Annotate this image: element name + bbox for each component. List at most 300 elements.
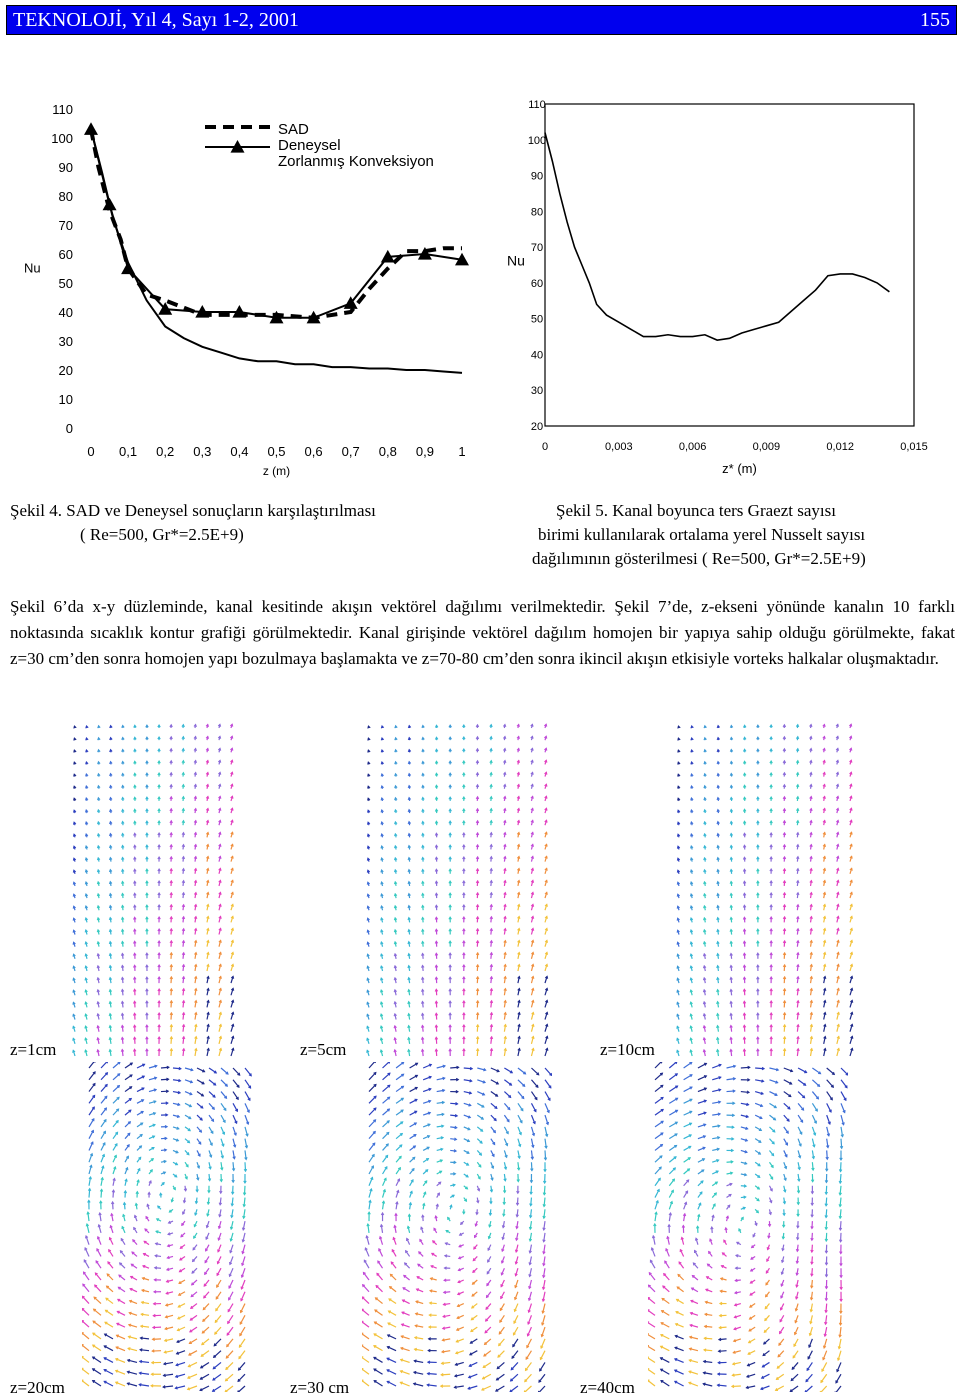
vector-arrow (539, 1374, 545, 1382)
vector-arrow (390, 1274, 396, 1280)
vector-arrow (827, 1103, 831, 1112)
vector-arrow (764, 1339, 770, 1344)
y-axis-label: Nu (507, 252, 525, 269)
vector-arrow (104, 1358, 113, 1363)
vector-arrow (763, 1351, 769, 1356)
series-line-nu (545, 133, 889, 341)
x-tick-label: 0,3 (193, 444, 212, 459)
vector-arrow (93, 1369, 101, 1374)
vector-arrow (491, 1092, 498, 1097)
vector-arrow (784, 1103, 790, 1109)
vector-arrow (820, 1386, 827, 1392)
vector-arrow (827, 1068, 835, 1074)
figure-4-caption-line1: Şekil 4. SAD ve Deneysel sonuçların karşılaştırılması (10, 501, 376, 520)
vector-arrow (538, 1386, 545, 1392)
vector-arrow (812, 1068, 820, 1074)
y-tick-label: 0 (65, 421, 73, 436)
vector-arrow (518, 1092, 524, 1099)
vector-arrow (684, 1169, 690, 1174)
vector-arrow (405, 1263, 410, 1268)
figure-4-chart (0, 95, 480, 490)
y-tick-label: 80 (58, 189, 73, 204)
vector-arrow (89, 1084, 95, 1092)
vector-arrow (197, 1115, 202, 1120)
vector-arrow (485, 1327, 491, 1333)
vector-arrow (540, 1362, 545, 1370)
vector-arrow (504, 1080, 511, 1085)
figure-4-caption-line2: ( Re=500, Gr*=2.5E+9) (80, 525, 244, 544)
vector-arrow (518, 1103, 523, 1110)
vector-arrow (684, 1180, 689, 1186)
vector-arrow (95, 1273, 101, 1280)
vector-arrow (779, 1339, 784, 1345)
vector-arrow (189, 1339, 197, 1344)
vector-arrow (545, 1092, 550, 1101)
vector-arrowhead (74, 738, 76, 740)
vector-arrow (240, 1327, 245, 1336)
vector-arrowhead (74, 726, 76, 728)
y-tick-label: 110 (52, 102, 73, 117)
vector-arrow (483, 1374, 491, 1379)
vector-arrow (374, 1381, 382, 1386)
vector-arrow (374, 1357, 383, 1362)
x-tick-label: 0,6 (304, 444, 323, 459)
y-tick-label: 70 (530, 242, 544, 255)
vector-arrow (226, 1362, 233, 1369)
vector-arrow (497, 1362, 504, 1368)
x-tick-label: 0,003 (605, 441, 633, 453)
vector-arrow (663, 1286, 670, 1292)
vector-arrow (764, 1327, 769, 1332)
figure-5-caption-line2: birimi kullanılarak ortalama yerel Nusselt sayısı (538, 525, 866, 544)
vector-arrow (841, 1068, 848, 1075)
vector-arrow (396, 1156, 401, 1162)
vector-arrow (518, 1080, 525, 1086)
vector-plot-z10 (672, 722, 857, 1062)
vector-arrow (821, 1374, 827, 1382)
vector-arrow (209, 1092, 215, 1098)
vector-arrow (101, 1108, 106, 1115)
vector-arrowhead (678, 738, 680, 740)
vector-arrow (209, 1080, 216, 1085)
vector-arrow (113, 1109, 119, 1115)
y-tick-label: 100 (51, 131, 73, 146)
vector-arrow (113, 1074, 120, 1080)
vector-arrow (648, 1310, 655, 1316)
vector-arrow (648, 1369, 655, 1375)
vector-arrow (383, 1155, 388, 1162)
body-paragraph: Şekil 6’da x-y düzleminde, kanal kesitinde akışın vektörel dağılımı verilmektedir. Şekil 7’de, z-ekseni yönünde kanalın 10 farklı noktasında sıcaklık kontur grafiği görülmektedir. Kanal girişinde vektörel dağılım homojen bir yapıya sahip olduğu görülmekte, fakat z=30 cm’den sonra homojen yapı bozulmaya başlamakta ve z=70-80 cm’den sonra ikincil akışın etkisiyle vorteks halkalar oluşmaktadır. (10, 597, 955, 668)
y-tick-label: 50 (58, 276, 73, 291)
vector-arrow (524, 1386, 531, 1392)
vector-arrow (669, 1074, 677, 1080)
vector-arrow (396, 1145, 402, 1151)
y-tick-label: 110 (528, 99, 546, 111)
vector-arrow (836, 1374, 841, 1383)
vector-arrow (105, 1334, 113, 1339)
vector-arrow (369, 1166, 373, 1174)
x-tick-label: 0,9 (415, 444, 434, 459)
x-tick-label: 0,1 (119, 444, 138, 459)
x-tick-label: 0,8 (378, 444, 397, 459)
vector-arrow (812, 1092, 818, 1099)
vector-arrow (513, 1327, 517, 1335)
vector-arrow (213, 1386, 221, 1391)
vector-arrow (486, 1304, 491, 1310)
vector-arrow (203, 1315, 209, 1321)
vector-arrow (822, 1362, 827, 1371)
vector-arrow (226, 1351, 233, 1358)
vector-arrow (798, 1080, 806, 1085)
vector-arrow (661, 1369, 670, 1374)
vector-arrow (669, 1157, 676, 1162)
vector-arrow (376, 1286, 382, 1292)
vector-arrow (113, 1121, 118, 1127)
vector-arrow (798, 1115, 803, 1122)
vector-arrow (191, 1292, 197, 1297)
vector-arrow (362, 1368, 369, 1374)
vector-arrow (225, 1386, 233, 1392)
vector-arrow (511, 1362, 518, 1369)
vector-arrow (374, 1369, 383, 1374)
vector-arrow (655, 1133, 663, 1139)
vector-arrow (189, 1351, 197, 1355)
vector-arrow (504, 1092, 510, 1098)
vector-arrow (216, 1304, 221, 1311)
vector-arrow (241, 1304, 245, 1313)
vector-arrow (792, 1362, 798, 1369)
vector-arrow (200, 1374, 209, 1379)
vector-arrow (374, 1322, 382, 1327)
vector-arrow (511, 1374, 518, 1381)
vector-arrow (841, 1080, 847, 1088)
vector-plot-label: z=1cm (10, 1040, 57, 1059)
vector-arrow (776, 1374, 783, 1379)
x-tick-label: 0,4 (230, 444, 249, 459)
vector-arrow (387, 1370, 396, 1374)
y-tick-label: 20 (58, 363, 73, 378)
vector-arrow (120, 1263, 125, 1268)
vector-plot-z30 (362, 1062, 552, 1392)
vector-arrow (662, 1298, 669, 1303)
vector-arrow (375, 1298, 382, 1304)
figure-5-chart (490, 95, 955, 490)
vector-arrow (531, 1080, 537, 1088)
vector-arrow (204, 1292, 209, 1298)
vector-arrow (649, 1273, 655, 1280)
vector-arrow (228, 1304, 233, 1312)
vector-arrow (125, 1063, 132, 1068)
vector-arrow (93, 1321, 101, 1327)
vector-arrow (89, 1095, 95, 1103)
vector-arrow (684, 1087, 692, 1091)
vector-arrow (650, 1260, 655, 1268)
x-tick-label: 0,009 (752, 441, 781, 453)
vector-arrow (125, 1098, 131, 1103)
vector-arrow (396, 1074, 404, 1080)
vector-arrowhead (368, 738, 370, 740)
vector-arrow (245, 1092, 250, 1101)
x-tick-label: 0,5 (267, 444, 286, 459)
vector-arrow (82, 1356, 89, 1362)
vector-arrow (648, 1322, 655, 1327)
vector-arrow (827, 1080, 834, 1087)
vector-arrow (369, 1096, 376, 1103)
vector-arrow (204, 1280, 209, 1286)
vector-arrow (655, 1167, 661, 1174)
vector-arrow (362, 1357, 369, 1363)
y-tick-label: 90 (58, 160, 73, 175)
vector-arrow (669, 1086, 677, 1092)
vector-arrow (369, 1073, 376, 1080)
vector-arrow (498, 1351, 504, 1358)
vector-arrow (83, 1284, 89, 1292)
vector-arrow (225, 1374, 233, 1381)
vector-arrow (216, 1292, 221, 1299)
vector-arrow (655, 1178, 660, 1186)
vector-arrow (684, 1062, 692, 1068)
vector-arrow (369, 1062, 376, 1068)
x-axis-label: z* (m) (722, 461, 757, 476)
vector-arrow (233, 1092, 238, 1100)
vector-arrow (84, 1260, 89, 1268)
vector-arrow (82, 1344, 89, 1350)
vector-arrow (107, 1286, 113, 1292)
vector-arrow (202, 1339, 209, 1345)
vector-arrow (396, 1062, 404, 1068)
vector-arrow (192, 1268, 197, 1273)
vector-arrow (104, 1381, 113, 1386)
x-tick-label: 0,015 (900, 441, 928, 453)
vector-arrow (369, 1132, 375, 1139)
vector-arrow (793, 1351, 798, 1358)
vector-arrow (213, 1374, 221, 1380)
vector-arrow (806, 1374, 812, 1381)
vector-arrow (389, 1299, 396, 1304)
x-tick-label: 0 (87, 444, 95, 459)
vector-arrow (228, 1315, 233, 1323)
vector-arrow (531, 1092, 536, 1100)
vector-arrow (106, 1298, 113, 1303)
vector-arrow (125, 1075, 132, 1080)
vector-plot-z1 (68, 722, 238, 1062)
vector-arrow (190, 1315, 197, 1320)
vector-arrow (82, 1296, 89, 1303)
vector-arrow (215, 1327, 221, 1334)
vector-arrow (525, 1374, 532, 1381)
vector-arrow (238, 1386, 245, 1392)
vector-arrow (215, 1315, 221, 1322)
vector-plot-label: z=10cm (600, 1040, 655, 1059)
vector-arrow (486, 1315, 491, 1321)
vector-arrow (669, 1122, 677, 1127)
vector-arrow (769, 1127, 774, 1132)
vector-arrow (769, 1115, 775, 1120)
vector-arrow (369, 1120, 376, 1127)
vector-arrow (410, 1063, 418, 1068)
legend-label: SAD (278, 121, 309, 138)
vector-arrow (531, 1068, 538, 1075)
vector-arrow (84, 1272, 89, 1280)
vector-arrow (504, 1115, 509, 1122)
vector-arrow (669, 1145, 676, 1150)
vector-arrow (107, 1274, 113, 1280)
vector-arrow (104, 1346, 113, 1351)
vector-arrow (648, 1380, 655, 1386)
y-tick-label: 90 (530, 170, 544, 183)
vector-arrow (378, 1261, 383, 1268)
vector-arrow (197, 1103, 203, 1108)
vector-arrow (655, 1156, 662, 1162)
vector-arrow (655, 1097, 663, 1103)
vector-arrow (485, 1339, 491, 1345)
vector-arrow (391, 1262, 396, 1268)
figure-5-caption-line3: dağılımının gösterilmesi ( Re=500, Gr*=2.5E+9) (532, 549, 866, 568)
vector-arrow (101, 1062, 108, 1068)
vector-arrow (655, 1109, 663, 1115)
journal-header (6, 5, 957, 35)
vector-arrow (200, 1386, 209, 1390)
vector-arrow (383, 1121, 390, 1127)
vector-arrow (525, 1362, 531, 1370)
vector-arrow (499, 1339, 505, 1346)
vector-arrow (396, 1086, 403, 1091)
vector-arrow (369, 1108, 376, 1115)
vector-arrow (362, 1333, 369, 1339)
vector-arrow (812, 1103, 817, 1111)
x-tick-label: 0,006 (678, 441, 707, 453)
vector-arrow (504, 1103, 509, 1109)
data-point-deneysel (103, 198, 117, 211)
page-number: 155 (920, 9, 950, 31)
vector-arrow (669, 1110, 677, 1115)
vector-arrow (805, 1386, 812, 1392)
vector-arrow (812, 1080, 819, 1087)
vector-arrow (504, 1068, 512, 1073)
vector-arrow (790, 1386, 798, 1392)
y-tick-label: 80 (530, 206, 544, 219)
vector-arrow (375, 1310, 383, 1315)
y-tick-label: 10 (58, 392, 73, 407)
vector-plot-z5 (362, 722, 552, 1062)
vector-arrow (410, 1157, 415, 1162)
vector-arrow (227, 1339, 233, 1347)
journal-title: TEKNOLOJİ, Yıl 4, Sayı 1-2, 2001 (13, 9, 299, 31)
vector-arrow (209, 1068, 216, 1073)
vector-arrow (82, 1332, 89, 1338)
vector-arrow (841, 1092, 846, 1101)
vector-arrow (82, 1308, 89, 1315)
vector-arrow (798, 1068, 807, 1073)
vector-arrow (374, 1346, 383, 1351)
vector-arrow (362, 1297, 369, 1304)
x-axis-label: z (m) (262, 464, 291, 478)
vector-arrow (221, 1103, 226, 1110)
vector-arrow (798, 1103, 804, 1110)
vector-plot-z40 (648, 1062, 848, 1392)
vector-arrow (233, 1080, 239, 1087)
vector-arrow (89, 1072, 95, 1080)
vector-arrow (94, 1309, 101, 1315)
vector-arrow (677, 1287, 683, 1292)
vector-arrow (648, 1297, 655, 1303)
vector-arrow (531, 1103, 535, 1111)
x-tick-label: 0 (541, 441, 549, 453)
vector-arrow (396, 1110, 403, 1115)
vector-arrow (777, 1362, 784, 1368)
vector-arrow (518, 1068, 526, 1074)
vector-arrow (214, 1351, 221, 1358)
vector-plot-label: z=30 cm (290, 1378, 350, 1397)
vector-arrow (89, 1062, 95, 1068)
vector-arrow (108, 1262, 113, 1268)
vector-arrow (778, 1351, 784, 1357)
vector-arrow (827, 1092, 833, 1100)
vector-arrow (82, 1320, 89, 1327)
vector-arrow (655, 1062, 662, 1068)
vector-arrow (362, 1321, 369, 1327)
vector-arrow (698, 1063, 707, 1068)
vector-arrow (383, 1073, 390, 1080)
vector-arrow (119, 1275, 125, 1280)
vector-arrow (125, 1122, 130, 1127)
vector-arrow (362, 1309, 369, 1315)
vector-arrow (510, 1386, 518, 1392)
vector-arrow (113, 1097, 119, 1103)
vector-arrow (684, 1075, 692, 1080)
vector-arrow (383, 1062, 390, 1068)
vector-arrow (201, 1351, 209, 1357)
vector-arrow (239, 1339, 245, 1347)
vector-arrow (369, 1155, 374, 1163)
vector-arrow (648, 1334, 655, 1339)
vector-arrow (233, 1068, 240, 1075)
vector-arrow (93, 1333, 101, 1339)
vector-arrow (484, 1351, 491, 1356)
vector-arrow (190, 1327, 197, 1332)
vector-arrow (94, 1297, 101, 1303)
vector-arrow (396, 1133, 402, 1138)
data-point-deneysel (84, 122, 98, 135)
figure-5-caption-line1: Şekil 5. Kanal boyunca ters Graezt sayısı (556, 501, 836, 520)
y-tick-label: 60 (530, 277, 544, 290)
vector-arrow (238, 1362, 245, 1370)
vector-arrow (776, 1386, 784, 1390)
legend-label: Deneysel (278, 137, 341, 154)
y-axis-label: Nu (24, 260, 41, 276)
vector-arrow (390, 1287, 396, 1292)
vector-arrow (648, 1345, 655, 1350)
vector-arrow (491, 1103, 497, 1108)
vector-arrow (101, 1096, 107, 1103)
vector-arrow (96, 1261, 101, 1268)
y-tick-label: 40 (58, 305, 73, 320)
vector-arrow (698, 1181, 703, 1186)
x-tick-label: 0,2 (156, 444, 175, 459)
vector-arrow (661, 1346, 670, 1350)
x-tick-label: 1 (458, 444, 466, 459)
y-tick-label: 30 (58, 334, 73, 349)
vector-arrow (101, 1085, 107, 1092)
vector-arrow (369, 1084, 376, 1091)
vector-arrow (545, 1068, 552, 1075)
vector-arrow (835, 1386, 841, 1392)
vector-arrow (540, 1351, 545, 1360)
vector-arrow (669, 1179, 674, 1186)
vector-plot-label: z=40cm (580, 1378, 635, 1397)
vector-arrow (203, 1304, 209, 1310)
vector-arrow (496, 1374, 504, 1380)
